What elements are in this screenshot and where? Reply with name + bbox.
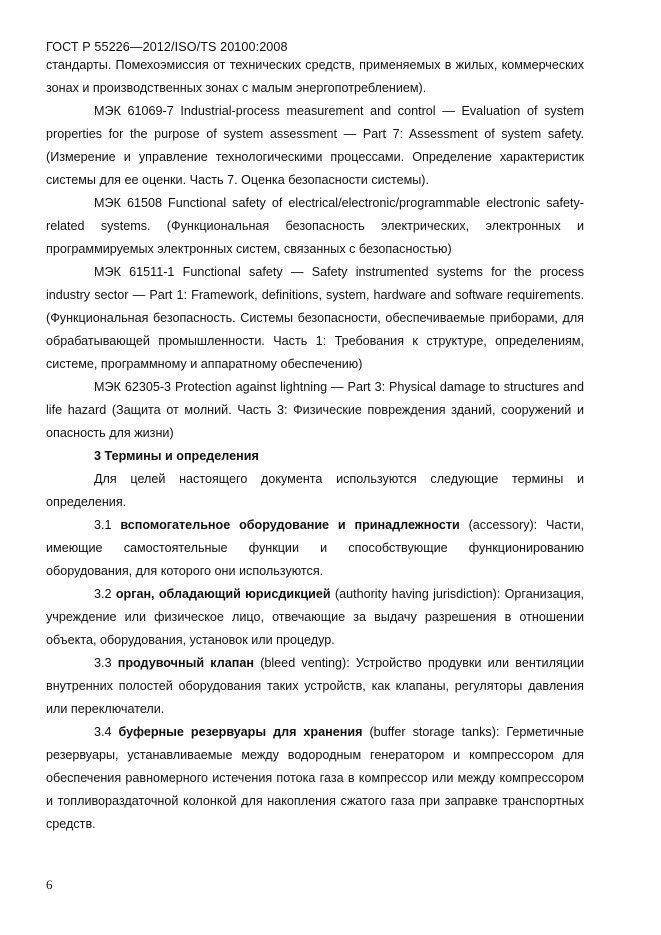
term-number: 3.4 <box>94 725 112 739</box>
references-continuation: стандарты. Помехоэмиссия от технических средств, применяемых в жилых, коммерческих зонах и производственных зонах с малым энергопотреблением). <box>46 58 584 95</box>
term-name: вспомогательное оборудование и принадлежности <box>120 518 460 532</box>
term-number: 3.3 <box>94 656 112 670</box>
reference-iec-61069-7: МЭК 61069-7 Industrial-process measurement and control — Evaluation of system properties for the purpose of system assessment — Part 7: Assessment of system safety. (Измерение и управление технологическими процессами. Определение характеристик системы для ее оценки. Часть 7. Оценка безопасности системы). <box>46 104 584 187</box>
term-definition: Герметичные резервуары, устанавливаемые между водородным генератором и компрессором для обеспечения равномерного истечения потока газа в компрессор или между компрессором и топливораздаточной колонкой для накопления сжатого газа при заправке транспортных средств. <box>46 725 585 831</box>
term-english: (bleed venting): <box>260 656 350 670</box>
page-number: 6 <box>46 877 53 892</box>
section-intro: Для целей настоящего документа используются следующие термины и определения. <box>46 472 584 509</box>
document-header: ГОСТ Р 55226—2012/ISO/TS 20100:2008 <box>46 40 288 54</box>
term-3-1 <box>46 514 584 583</box>
term-english: (accessory): <box>468 518 538 532</box>
page-body <box>46 54 584 836</box>
term-definition: Устройство продувки или вентиляции внутренних полостей оборудования таких устройств, как клапаны, регуляторы давления или переключатели. <box>46 656 585 716</box>
term-3-4 <box>46 721 584 836</box>
term-number: 3.1 <box>94 518 112 532</box>
section-heading: 3 Термины и определения <box>94 449 259 463</box>
term-3-2 <box>46 583 584 652</box>
reference-iec-62305-3: МЭК 62305-3 Protection against lightning — Part 3: Physical damage to structures and life hazard (Защита от молний. Часть 3: Физические повреждения зданий, сооружений и опасность для жизни) <box>46 380 584 440</box>
term-name: продувочный клапан <box>117 656 254 670</box>
term-name: буферные резервуары для хранения <box>118 725 363 739</box>
term-3-3 <box>46 652 584 721</box>
term-definition: Организация, учреждение или физическое лицо, отвечающие за выдачу разрешения в отношении объекта, оборудования, установок или процедур. <box>46 587 585 647</box>
reference-iec-61508: МЭК 61508 Functional safety of electrical/electronic/programmable electronic safety-related systems. (Функциональная безопасность электрических, электронных и программируемых электронных систем, связанных с безопасностью) <box>46 196 584 256</box>
term-definition: Части, имеющие самостоятельные функции и способствующие функционированию оборудования, для которого они используются. <box>46 518 585 578</box>
term-name: орган, обладающий юрисдикцией <box>115 587 331 601</box>
term-english: (buffer storage tanks): <box>369 725 500 739</box>
term-number: 3.2 <box>94 587 112 601</box>
reference-iec-61511-1: МЭК 61511-1 Functional safety — Safety instrumented systems for the process industry sector — Part 1: Framework, definitions, system, hardware and software requirements. (Функциональная безопасность. Системы безопасности, обеспечиваемые приборами, для обрабатывающей промышленности. Часть 1: Требования к структуре, определениям, системе, программному и аппаратному обеспечению) <box>46 265 584 371</box>
term-english: (authority having jurisdiction): <box>334 587 501 601</box>
